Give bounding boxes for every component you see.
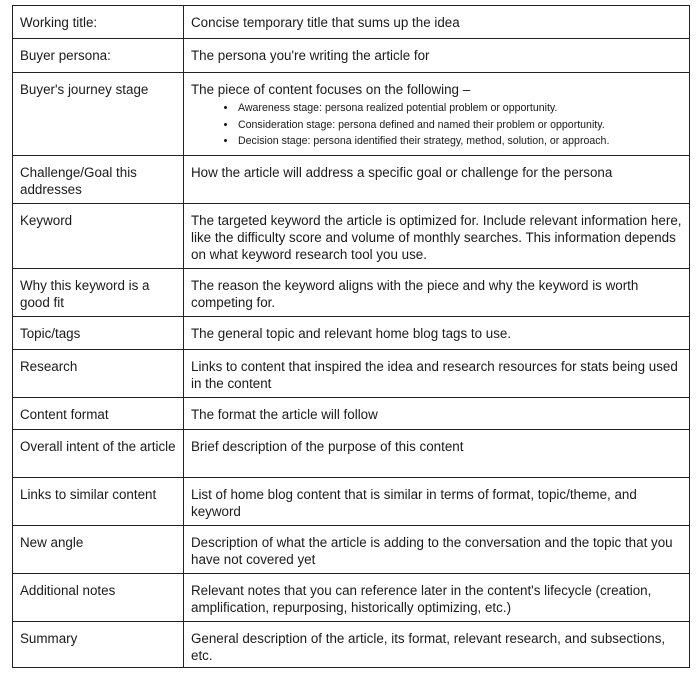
row-value: The targeted keyword the article is optimized for. Include relevant information here, like the difficulty score and volume of monthly searches. This information depends on what keyword research tool you use.: [184, 204, 690, 269]
row-value: General description of the article, its format, relevant research, and subsections, etc.: [184, 622, 690, 668]
row-label: Why this keyword is a good fit: [13, 269, 184, 317]
table-row: [13, 39, 690, 73]
table-row: [13, 156, 690, 204]
row-value: List of home blog content that is similar in terms of format, topic/theme, and keyword: [184, 478, 690, 526]
table-row: [13, 430, 690, 478]
row-value: Relevant notes that you can reference later in the content's lifecycle (creation, amplification, repurposing, historically optimizing, etc.): [184, 574, 690, 622]
row-value: Concise temporary title that sums up the idea: [184, 6, 690, 39]
table-row: [13, 6, 690, 39]
row-label: Overall intent of the article: [13, 430, 184, 478]
row-value: Description of what the article is adding to the conversation and the topic that you have not covered yet: [184, 526, 690, 574]
table-row: [13, 269, 690, 317]
table-row: [13, 478, 690, 526]
row-value: The format the article will follow: [184, 398, 690, 430]
row-label: Summary: [13, 622, 184, 668]
list-item: • Decision stage: persona identified their strategy, method, solution, or approach.: [237, 133, 682, 150]
row-value: Brief description of the purpose of this content: [184, 430, 690, 478]
row-value: The persona you're writing the article for: [184, 39, 690, 73]
list-item: • Consideration stage: persona defined and named their problem or opportunity.: [237, 117, 682, 134]
row-value: The reason the keyword aligns with the piece and why the keyword is worth competing for.: [184, 269, 690, 317]
row-label: Buyer persona:: [13, 39, 184, 73]
table-row: [13, 350, 690, 398]
row-label: Research: [13, 350, 184, 398]
table-row: [13, 526, 690, 574]
row-label: Content format: [13, 398, 184, 430]
row-label: Links to similar content: [13, 478, 184, 526]
row-label: Topic/tags: [13, 317, 184, 350]
row-label: Working title:: [13, 6, 184, 39]
list-item: • Awareness stage: persona realized potential problem or opportunity.: [237, 100, 682, 117]
row-label: Additional notes: [13, 574, 184, 622]
row-value-with-list: [184, 73, 690, 156]
table-row: [13, 204, 690, 269]
content-brief-table: [12, 5, 690, 668]
row-label: Buyer's journey stage: [13, 73, 184, 156]
row-value: How the article will address a specific goal or challenge for the persona: [184, 156, 690, 204]
table-row: [13, 317, 690, 350]
row-value: Links to content that inspired the idea and research resources for stats being used in the content: [184, 350, 690, 398]
row-value: The general topic and relevant home blog tags to use.: [184, 317, 690, 350]
table-row: [13, 73, 690, 156]
journey-stage-list: [191, 100, 682, 150]
table-row: [13, 574, 690, 622]
table-row: [13, 622, 690, 668]
row-label: Challenge/Goal this addresses: [13, 156, 184, 204]
row-value: The piece of content focuses on the following –: [191, 82, 471, 97]
row-label: New angle: [13, 526, 184, 574]
table-row: [13, 398, 690, 430]
row-label: Keyword: [13, 204, 184, 269]
